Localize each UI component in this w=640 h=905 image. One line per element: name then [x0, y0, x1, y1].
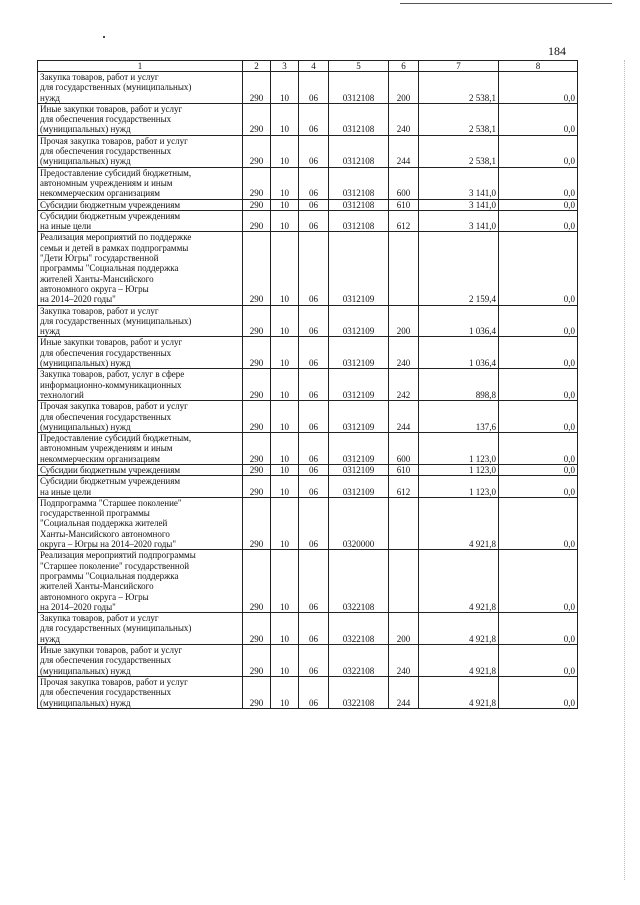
- cell-amount: 137,6: [419, 401, 499, 433]
- cell-subsection: 06: [299, 337, 329, 369]
- cell-expense-type: 600: [389, 433, 419, 465]
- cell-ministry-code: 290: [243, 135, 271, 167]
- cell-ministry-code: 290: [243, 337, 271, 369]
- cell-name-line: государственной программы: [40, 508, 150, 519]
- cell-name-line: некоммерческим организациям: [40, 188, 160, 199]
- table-row: [38, 199, 578, 210]
- table-row: [38, 464, 578, 475]
- cell-subsection: 06: [299, 613, 329, 645]
- cell-name-line: автономного округа – Югры: [40, 283, 149, 294]
- cell-name: [38, 464, 243, 475]
- table-body: [38, 72, 578, 709]
- cell-subsection: 06: [299, 103, 329, 135]
- cell-name-line: (муниципальных) нужд: [40, 156, 131, 167]
- cell-name-line: (муниципальных) нужд: [40, 665, 131, 676]
- table-row: [38, 337, 578, 369]
- cell-name-line: для обеспечения государственных: [40, 411, 172, 422]
- cell-name-line: Субсидии бюджетным учреждениям: [40, 476, 181, 487]
- cell-name-line: нужд: [40, 92, 60, 103]
- scan-artifact-edge: [624, 60, 626, 880]
- cell-amount-2: 0,0: [499, 103, 578, 135]
- cell-amount-2: 0,0: [499, 337, 578, 369]
- table-row: [38, 645, 578, 677]
- cell-expense-type: 240: [389, 103, 419, 135]
- cell-name-line: информационно-коммуникационных: [40, 379, 182, 390]
- cell-subsection: 06: [299, 210, 329, 232]
- cell-name: [38, 232, 243, 305]
- cell-amount: 4 921,8: [419, 550, 499, 613]
- cell-name-line: на иные цели: [40, 486, 92, 497]
- column-header: 3: [271, 61, 299, 72]
- table-row: [38, 401, 578, 433]
- cell-name: [38, 199, 243, 210]
- cell-subsection: 06: [299, 167, 329, 199]
- cell-name: [38, 401, 243, 433]
- cell-name: [38, 72, 243, 104]
- cell-target-article: 0312109: [329, 464, 389, 475]
- cell-section: 10: [271, 476, 299, 498]
- cell-amount: 898,8: [419, 369, 499, 401]
- cell-expense-type: 244: [389, 135, 419, 167]
- cell-name: [38, 305, 243, 337]
- cell-target-article: 0322108: [329, 645, 389, 677]
- cell-name-line: "Дети Югры" государственной: [40, 253, 159, 264]
- cell-target-article: 0312108: [329, 199, 389, 210]
- table-row: [38, 103, 578, 135]
- cell-name-line: некоммерческим организациям: [40, 453, 160, 464]
- cell-target-article: 0312108: [329, 210, 389, 232]
- cell-amount: 1 036,4: [419, 337, 499, 369]
- cell-name-line: автономным учреждениям и иным: [40, 443, 173, 454]
- column-header: 8: [499, 61, 578, 72]
- cell-amount-2: 0,0: [499, 464, 578, 475]
- cell-target-article: 0312108: [329, 72, 389, 104]
- cell-subsection: 06: [299, 433, 329, 465]
- cell-amount: 3 141,0: [419, 167, 499, 199]
- cell-name: [38, 103, 243, 135]
- cell-target-article: 0322108: [329, 550, 389, 613]
- scan-artifact-line: [400, 3, 612, 4]
- cell-ministry-code: 290: [243, 550, 271, 613]
- cell-name-line: Иные закупки товаров, работ и услуг: [40, 337, 183, 348]
- cell-expense-type: 244: [389, 401, 419, 433]
- cell-section: 10: [271, 497, 299, 549]
- cell-expense-type: 200: [389, 613, 419, 645]
- cell-amount: 2 538,1: [419, 135, 499, 167]
- cell-section: 10: [271, 199, 299, 210]
- cell-ministry-code: 290: [243, 645, 271, 677]
- cell-amount: 1 036,4: [419, 305, 499, 337]
- cell-name: [38, 676, 243, 708]
- cell-expense-type: 200: [389, 72, 419, 104]
- cell-section: 10: [271, 645, 299, 677]
- page-number: 184: [548, 44, 566, 58]
- cell-amount: 2 538,1: [419, 103, 499, 135]
- cell-amount-2: 0,0: [499, 613, 578, 645]
- cell-subsection: 06: [299, 401, 329, 433]
- cell-name-line: на 2014–2020 годы": [40, 294, 116, 305]
- cell-ministry-code: 290: [243, 72, 271, 104]
- cell-name-line: Иные закупки товаров, работ и услуг: [40, 645, 183, 656]
- cell-section: 10: [271, 337, 299, 369]
- cell-name: [38, 369, 243, 401]
- cell-amount-2: 0,0: [499, 550, 578, 613]
- table-row: [38, 676, 578, 708]
- cell-target-article: 0322108: [329, 613, 389, 645]
- table-row: [38, 210, 578, 232]
- cell-name-line: округа – Югры на 2014–2020 годы": [40, 539, 176, 550]
- column-header: 2: [243, 61, 271, 72]
- cell-name-line: программы "Социальная поддержка: [40, 263, 179, 274]
- cell-subsection: 06: [299, 72, 329, 104]
- cell-section: 10: [271, 464, 299, 475]
- budget-table: [37, 60, 578, 709]
- cell-section: 10: [271, 103, 299, 135]
- cell-amount-2: 0,0: [499, 210, 578, 232]
- cell-amount: 1 123,0: [419, 433, 499, 465]
- cell-ministry-code: 290: [243, 401, 271, 433]
- cell-target-article: 0312109: [329, 305, 389, 337]
- cell-subsection: 06: [299, 305, 329, 337]
- cell-name-line: для обеспечения государственных: [40, 655, 172, 666]
- cell-name-line: автономного округа – Югры: [40, 591, 149, 602]
- column-header: 5: [329, 61, 389, 72]
- cell-name-line: Реализация мероприятий подпрограммы: [40, 550, 196, 561]
- cell-name: [38, 645, 243, 677]
- cell-section: 10: [271, 613, 299, 645]
- cell-amount-2: 0,0: [499, 135, 578, 167]
- cell-section: 10: [271, 676, 299, 708]
- cell-amount-2: 0,0: [499, 72, 578, 104]
- cell-name-line: (муниципальных) нужд: [40, 421, 131, 432]
- table-row: [38, 476, 578, 498]
- cell-name-line: семьи и детей в рамках подпрограммы: [40, 242, 189, 253]
- cell-name: [38, 135, 243, 167]
- column-header: 1: [38, 61, 243, 72]
- cell-expense-type: 244: [389, 676, 419, 708]
- cell-amount: 2 538,1: [419, 72, 499, 104]
- cell-section: 10: [271, 167, 299, 199]
- cell-name-line: (муниципальных) нужд: [40, 697, 131, 708]
- cell-name: [38, 613, 243, 645]
- cell-name-line: на 2014–2020 годы": [40, 601, 116, 612]
- cell-section: 10: [271, 550, 299, 613]
- cell-name-line: Субсидии бюджетным учреждениям: [40, 199, 181, 210]
- cell-name-line: программы "Социальная поддержка: [40, 570, 179, 581]
- cell-name-line: нужд: [40, 326, 60, 337]
- cell-section: 10: [271, 305, 299, 337]
- cell-name-line: "Социальная поддержка жителей: [40, 518, 168, 529]
- cell-name-line: Предоставление субсидий бюджетным,: [40, 167, 192, 178]
- cell-name-line: для обеспечения государственных: [40, 114, 172, 125]
- cell-amount: 3 141,0: [419, 199, 499, 210]
- table-row: [38, 369, 578, 401]
- cell-target-article: 0312109: [329, 476, 389, 498]
- cell-expense-type: 240: [389, 337, 419, 369]
- cell-target-article: 0312108: [329, 167, 389, 199]
- cell-ministry-code: 290: [243, 613, 271, 645]
- cell-expense-type: 610: [389, 464, 419, 475]
- cell-expense-type: [389, 232, 419, 305]
- cell-expense-type: [389, 497, 419, 549]
- cell-section: 10: [271, 72, 299, 104]
- cell-ministry-code: 290: [243, 210, 271, 232]
- table-row: [38, 232, 578, 305]
- cell-subsection: 06: [299, 476, 329, 498]
- cell-amount-2: 0,0: [499, 305, 578, 337]
- cell-name-line: Ханты-Мансийского автономного: [40, 528, 170, 539]
- cell-target-article: 0312109: [329, 433, 389, 465]
- cell-expense-type: 200: [389, 305, 419, 337]
- cell-name-line: Субсидии бюджетным учреждениям: [40, 210, 181, 221]
- cell-name: [38, 337, 243, 369]
- cell-name-line: технологий: [40, 389, 84, 400]
- cell-target-article: 0322108: [329, 676, 389, 708]
- cell-name-line: "Старшее поколение" государственной: [40, 560, 190, 571]
- cell-expense-type: 600: [389, 167, 419, 199]
- table-row: [38, 72, 578, 104]
- cell-expense-type: 612: [389, 476, 419, 498]
- cell-target-article: 0312109: [329, 232, 389, 305]
- cell-ministry-code: 290: [243, 199, 271, 210]
- cell-amount-2: 0,0: [499, 232, 578, 305]
- cell-name-line: Закупка товаров, работ и услуг: [40, 613, 159, 624]
- cell-section: 10: [271, 232, 299, 305]
- table-row: [38, 135, 578, 167]
- cell-expense-type: 240: [389, 645, 419, 677]
- cell-ministry-code: 290: [243, 369, 271, 401]
- cell-name: [38, 497, 243, 549]
- cell-amount-2: 0,0: [499, 401, 578, 433]
- cell-subsection: 06: [299, 232, 329, 305]
- cell-name: [38, 167, 243, 199]
- cell-name-line: жителей Ханты-Мансийского: [40, 273, 154, 284]
- cell-name-line: (муниципальных) нужд: [40, 124, 131, 135]
- cell-ministry-code: 290: [243, 232, 271, 305]
- cell-name-line: Закупка товаров, работ и услуг: [40, 72, 159, 82]
- cell-name-line: для государственных (муниципальных): [40, 315, 192, 326]
- cell-name-line: жителей Ханты-Мансийского: [40, 581, 154, 592]
- cell-section: 10: [271, 210, 299, 232]
- cell-name-line: Предоставление субсидий бюджетным,: [40, 433, 192, 444]
- cell-amount: 4 921,8: [419, 645, 499, 677]
- cell-section: 10: [271, 433, 299, 465]
- table-header-row: [38, 61, 578, 72]
- cell-name-line: Прочая закупка товаров, работ и услуг: [40, 401, 188, 412]
- cell-amount: 1 123,0: [419, 464, 499, 475]
- cell-name-line: для государственных (муниципальных): [40, 82, 192, 93]
- table-row: [38, 433, 578, 465]
- cell-amount-2: 0,0: [499, 476, 578, 498]
- cell-target-article: 0312109: [329, 369, 389, 401]
- cell-name-line: Прочая закупка товаров, работ и услуг: [40, 135, 188, 146]
- cell-amount-2: 0,0: [499, 676, 578, 708]
- cell-section: 10: [271, 369, 299, 401]
- cell-name-line: для обеспечения государственных: [40, 687, 172, 698]
- scan-artifact-dot: [103, 36, 105, 38]
- cell-name: [38, 433, 243, 465]
- cell-subsection: 06: [299, 135, 329, 167]
- cell-expense-type: 610: [389, 199, 419, 210]
- cell-name-line: нужд: [40, 633, 60, 644]
- cell-name-line: автономным учреждениям и иным: [40, 177, 173, 188]
- cell-ministry-code: 290: [243, 433, 271, 465]
- cell-name-line: (муниципальных) нужд: [40, 358, 131, 369]
- cell-ministry-code: 290: [243, 305, 271, 337]
- cell-amount: 4 921,8: [419, 497, 499, 549]
- cell-section: 10: [271, 135, 299, 167]
- cell-amount: 1 123,0: [419, 476, 499, 498]
- cell-name-line: на иные цели: [40, 221, 92, 232]
- cell-name-line: Подпрограмма "Старшее поколение": [40, 497, 182, 508]
- table-row: [38, 613, 578, 645]
- cell-target-article: 0320000: [329, 497, 389, 549]
- cell-ministry-code: 290: [243, 464, 271, 475]
- cell-amount: 3 141,0: [419, 210, 499, 232]
- cell-amount-2: 0,0: [499, 167, 578, 199]
- cell-target-article: 0312109: [329, 401, 389, 433]
- column-header: 7: [419, 61, 499, 72]
- cell-amount: 4 921,8: [419, 676, 499, 708]
- cell-subsection: 06: [299, 199, 329, 210]
- column-header: 6: [389, 61, 419, 72]
- cell-name-line: Иные закупки товаров, работ и услуг: [40, 103, 183, 114]
- cell-subsection: 06: [299, 369, 329, 401]
- cell-name-line: Реализация мероприятий по поддержке: [40, 232, 192, 243]
- cell-expense-type: [389, 550, 419, 613]
- cell-ministry-code: 290: [243, 476, 271, 498]
- cell-expense-type: 242: [389, 369, 419, 401]
- cell-amount: 4 921,8: [419, 613, 499, 645]
- table-row: [38, 497, 578, 549]
- cell-name: [38, 550, 243, 613]
- column-header: 4: [299, 61, 329, 72]
- cell-expense-type: 612: [389, 210, 419, 232]
- cell-amount-2: 0,0: [499, 645, 578, 677]
- cell-target-article: 0312108: [329, 103, 389, 135]
- cell-ministry-code: 290: [243, 103, 271, 135]
- cell-name-line: Закупка товаров, работ, услуг в сфере: [40, 369, 185, 380]
- cell-amount-2: 0,0: [499, 433, 578, 465]
- cell-amount: 2 159,4: [419, 232, 499, 305]
- cell-target-article: 0312108: [329, 135, 389, 167]
- cell-section: 10: [271, 401, 299, 433]
- cell-subsection: 06: [299, 497, 329, 549]
- cell-amount-2: 0,0: [499, 369, 578, 401]
- cell-name-line: Закупка товаров, работ и услуг: [40, 305, 159, 316]
- cell-name-line: для обеспечения государственных: [40, 347, 172, 358]
- cell-ministry-code: 290: [243, 167, 271, 199]
- cell-amount-2: 0,0: [499, 497, 578, 549]
- table-row: [38, 167, 578, 199]
- cell-ministry-code: 290: [243, 497, 271, 549]
- cell-name: [38, 476, 243, 498]
- cell-name-line: для обеспечения государственных: [40, 146, 172, 157]
- cell-subsection: 06: [299, 676, 329, 708]
- cell-name-line: Субсидии бюджетным учреждениям: [40, 464, 181, 475]
- cell-target-article: 0312109: [329, 337, 389, 369]
- cell-name-line: Прочая закупка товаров, работ и услуг: [40, 676, 188, 687]
- cell-subsection: 06: [299, 550, 329, 613]
- cell-ministry-code: 290: [243, 676, 271, 708]
- cell-subsection: 06: [299, 645, 329, 677]
- table-row: [38, 550, 578, 613]
- cell-name: [38, 210, 243, 232]
- cell-amount-2: 0,0: [499, 199, 578, 210]
- cell-subsection: 06: [299, 464, 329, 475]
- table-row: [38, 305, 578, 337]
- cell-name-line: для государственных (муниципальных): [40, 623, 192, 634]
